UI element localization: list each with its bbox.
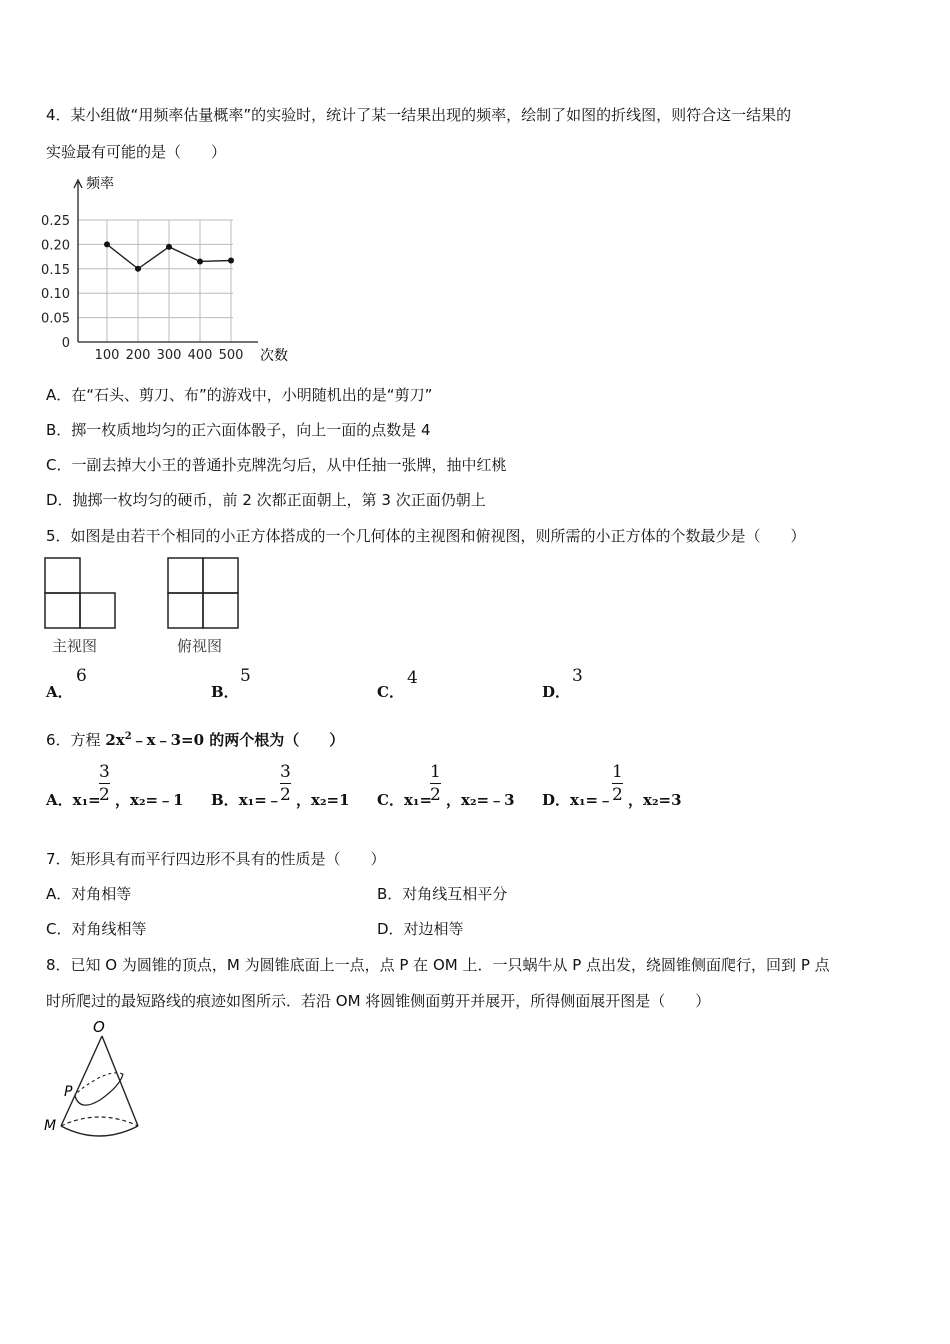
q5-option-c-letter[interactable]: C． (377, 683, 404, 701)
frequency-line-chart (38, 172, 303, 367)
x-tick-label: 100 (94, 348, 120, 363)
x2-value: x₂=1 (311, 791, 350, 809)
x2-value: x₂=3 (643, 791, 682, 809)
q6-option-a-x1: x₁= (72, 791, 101, 809)
chart-y-axis-label: 频率 (86, 176, 114, 192)
chart-grid (78, 220, 233, 342)
data-point (228, 258, 234, 264)
separator: ， (296, 791, 312, 809)
q7-option-d[interactable]: D．对边相等 (377, 920, 464, 938)
separator: ， (115, 791, 131, 809)
chart-x-axis-label: 次数 (260, 348, 288, 364)
q4-option-b[interactable]: B．掷一枚质地均匀的正六面体骰子，向上一面的点数是 4 (46, 421, 431, 439)
q6-option-c[interactable] (377, 789, 432, 810)
data-point (166, 244, 172, 250)
point-p-label: P (64, 1084, 73, 1100)
q5-option-a-letter[interactable]: A． (46, 683, 73, 701)
q5-option-a-value[interactable]: 6 (76, 666, 87, 686)
q6-option-a[interactable] (46, 789, 101, 810)
q7-stem: 7．矩形具有而平行四边形不具有的性质是（ ） (46, 850, 386, 868)
q5-option-d-letter[interactable]: D． (542, 683, 571, 701)
fraction-denominator: 2 (612, 785, 623, 805)
x-tick-label: 200 (125, 348, 151, 363)
fraction-numerator: 1 (612, 762, 623, 782)
q7-option-b[interactable]: B．对角线互相平分 (377, 885, 508, 903)
x-tick-label: 400 (187, 348, 213, 363)
q6-option-a-letter: A． (46, 791, 73, 809)
q4-stem-line1: 4．某小组做“用频率估量概率”的实验时，统计了某一结果出现的频率，绘制了如图的折线图，则符合这一结果的 (46, 106, 792, 124)
q6-option-d[interactable] (542, 789, 613, 810)
q8-stem-line1: 8．已知 O 为圆锥的顶点，M 为圆锥底面上一点，点 P 在 OM 上．一只蜗牛从 P 点出发，绕圆锥侧面爬行，回到 P 点 (46, 956, 830, 974)
q6-option-c-x2 (446, 789, 515, 810)
fraction-numerator: 3 (280, 762, 291, 782)
front-view-label: 主视图 (52, 637, 98, 655)
data-point (135, 266, 141, 272)
q6-option-c-x1: x₁= (403, 791, 433, 809)
q6-option-b-x1: x₁=﹣ (238, 791, 282, 809)
y-tick-label: 0.25 (41, 214, 70, 229)
q5-option-b-value[interactable]: 5 (240, 666, 251, 686)
q6-stem-equation: 2x (105, 731, 125, 749)
q6-option-b[interactable] (211, 789, 282, 810)
top-view-label: 俯视图 (177, 637, 223, 655)
data-point (104, 241, 110, 247)
vertex-o-label: O (93, 1018, 105, 1036)
top-view-figure (167, 556, 243, 632)
q8-stem-line2: 时所爬过的最短路线的痕迹如图所示．若沿 OM 将圆锥侧面剪开并展开，所得侧面展开图是（ ） (46, 992, 711, 1010)
fraction-denominator: 2 (99, 785, 110, 805)
q4-option-a[interactable]: A．在“石头、剪刀、布”的游戏中，小明随机出的是“剪刀” (46, 386, 433, 404)
q6-stem-exponent: 2 (124, 731, 132, 742)
separator: ， (628, 791, 644, 809)
y-tick-label: 0.05 (41, 311, 70, 327)
q6-option-d-letter: D． (542, 791, 571, 809)
q7-option-a[interactable]: A．对角相等 (46, 885, 132, 903)
fraction-denominator: 2 (430, 785, 441, 805)
q7-option-c[interactable]: C．对角线相等 (46, 920, 147, 938)
q6-option-b-x2 (296, 789, 350, 810)
q4-option-d[interactable]: D．抛掷一枚均匀的硬币，前 2 次都正面朝上，第 3 次正面仍朝上 (46, 491, 486, 509)
q4-option-c[interactable]: C．一副去掉大小王的普通扑克牌洗匀后，从中任抽一张牌，抽中红桃 (46, 456, 507, 474)
q6-option-a-x2 (115, 789, 184, 810)
front-view-figure (44, 556, 120, 632)
q5-option-b-letter[interactable]: B． (211, 683, 239, 701)
q5-stem: 5．如图是由若干个相同的小正方体搭成的一个几何体的主视图和俯视图，则所需的小正方体的个数最少是（ ） (46, 527, 806, 545)
x2-value: x₂=﹣3 (461, 791, 515, 809)
q4-stem-line2: 实验最有可能的是（ ） (46, 143, 227, 161)
x-tick-label: 300 (156, 348, 182, 363)
q6-option-a-fraction (99, 762, 110, 805)
q6-option-c-fraction (430, 762, 441, 805)
y-tick-label: 0.10 (41, 287, 70, 303)
q6-option-b-letter: B． (211, 791, 239, 809)
q6-stem-pre: 6．方程 (46, 731, 106, 749)
q5-option-c-value[interactable]: 4 (407, 668, 418, 688)
cone-figure (40, 1016, 150, 1142)
q6-stem-post: ﹣x﹣3=0 的两个根为（ ） (131, 731, 345, 749)
chart-tick-labels (41, 214, 243, 363)
separator: ， (446, 791, 462, 809)
q6-option-d-x2 (628, 789, 682, 810)
y-tick-label: 0.15 (41, 262, 70, 278)
q6-stem (46, 729, 344, 750)
x-tick-label: 500 (218, 348, 244, 363)
data-point (197, 258, 203, 264)
y-tick-label: 0.20 (41, 238, 70, 254)
q6-option-d-fraction (612, 762, 623, 805)
fraction-denominator: 2 (280, 785, 291, 805)
fraction-numerator: 1 (430, 762, 441, 782)
q6-option-b-fraction (280, 762, 291, 805)
q6-option-c-letter: C． (377, 791, 404, 809)
y-tick-label: 0 (61, 336, 70, 351)
point-m-label: M (44, 1118, 57, 1134)
fraction-numerator: 3 (99, 762, 110, 782)
q5-option-d-value[interactable]: 3 (572, 666, 583, 686)
x2-value: x₂=﹣1 (130, 791, 184, 809)
q6-option-d-x1: x₁=﹣ (570, 791, 614, 809)
